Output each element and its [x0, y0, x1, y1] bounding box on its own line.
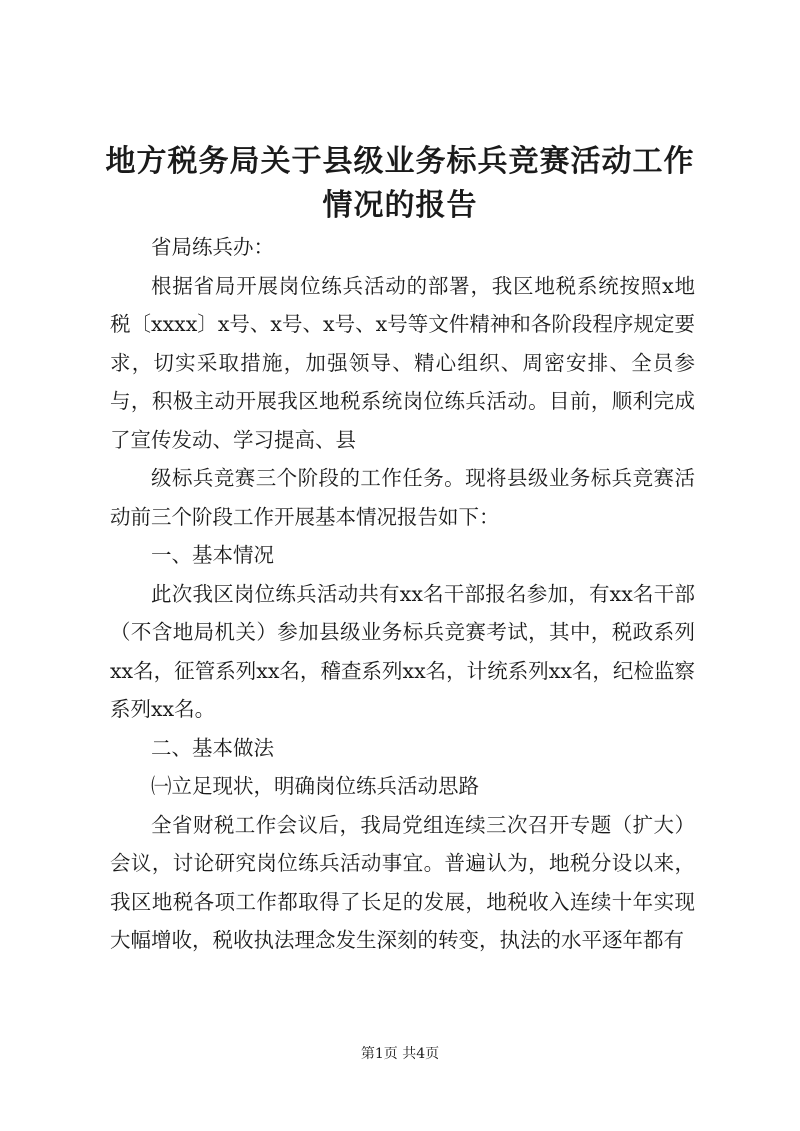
section-heading: 二、基本做法 [151, 735, 274, 760]
body-paragraph: 根据省局开展岗位练兵活动的部署，我区地税系统按照x地税〔xxxx〕x号、x号、x号、x号等文件精神和各阶段程序规定要求，切实采取措施，加强领导、精心组织、周密安排、全员参与，积极主动开展我区地税系统岗位练兵活动。目前，顺利完成了宣传发动、学习提高、县 [110, 273, 695, 452]
subsection-heading: ㈠立足现状，明确岗位练兵活动思路 [151, 774, 479, 798]
document-title: 地方税务局关于县级业务标兵竞赛活动工作情况的报告 [105, 144, 695, 223]
body-paragraph: 全省财税工作会议后，我局党组连续三次召开专题（扩大）会议，讨论研究岗位练兵活动事宜。普遍认为，地税分设以来，我区地税各项工作都取得了长足的发展，地税收入连续十年实现大幅增收，税收执法理念发生深刻的转变，执法的水平逐年都有 [110, 812, 695, 952]
section-heading: 一、基本情况 [151, 543, 274, 567]
document-body [110, 228, 695, 960]
page-footer: 第1页 共4页 [360, 1046, 440, 1062]
body-paragraph: 此次我区岗位练兵活动共有xx名干部报名参加，有xx名干部（不含地局机关）参加县级业务标兵竞赛考试，其中，税政系列xx名，征管系列xx名，稽查系列xx名，计统系列xx名，纪检监察系列xx名。 [110, 581, 695, 721]
body-paragraph: 级标兵竞赛三个阶段的工作任务。现将县级业务标兵竞赛活动前三个阶段工作开展基本情况报告如下： [110, 466, 695, 529]
salutation: 省局练兵办： [151, 235, 274, 259]
